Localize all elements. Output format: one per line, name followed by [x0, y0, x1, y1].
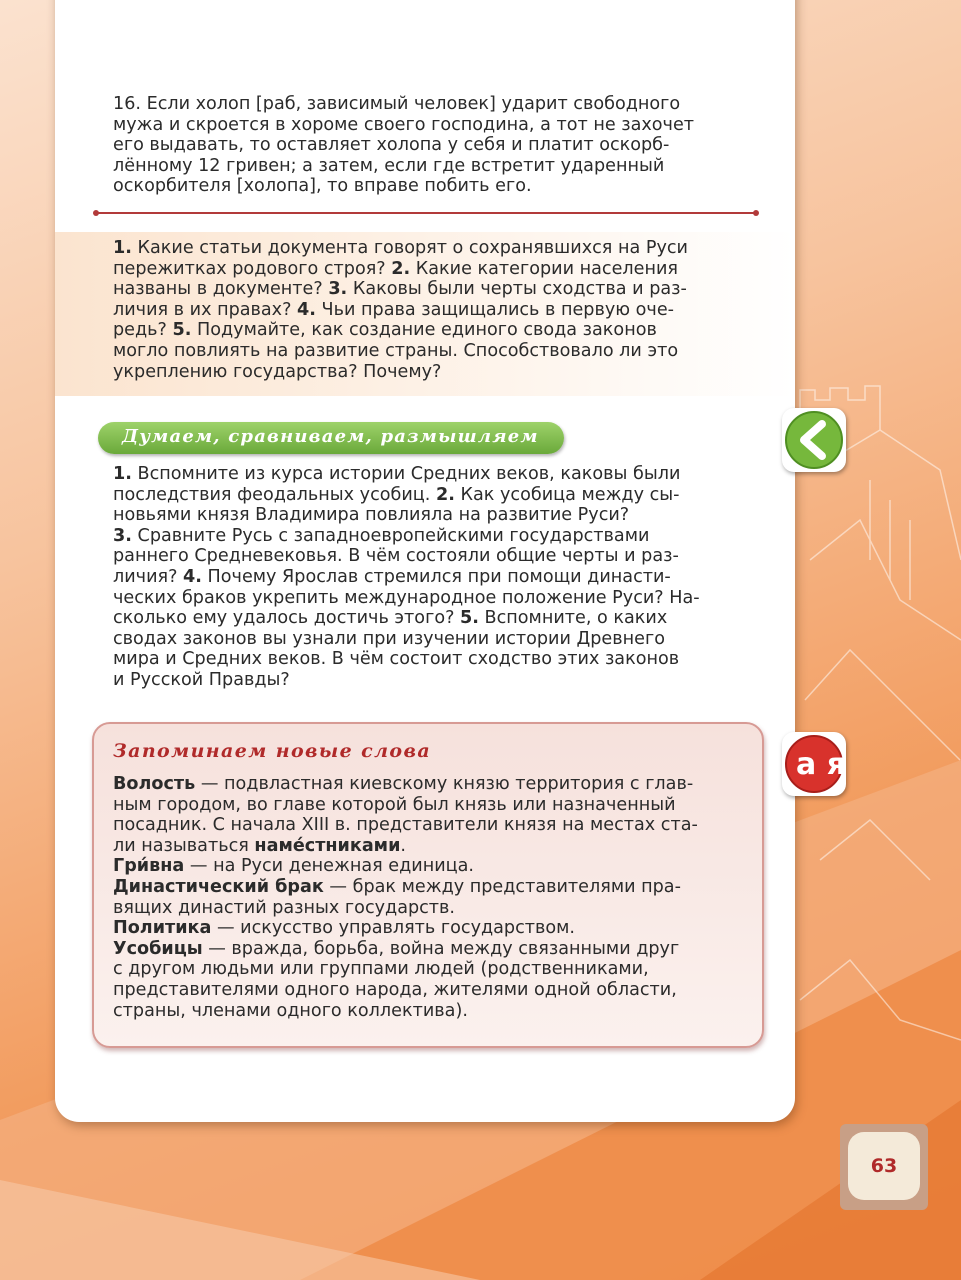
- vocab-line: с другом людьми или группами людей (родственниками,: [113, 959, 649, 980]
- document-quote: [113, 94, 739, 197]
- question-line: пережитках родового строя? 2. Какие категории населения: [113, 258, 679, 279]
- quote-line: мужа и скроется в хороме своего господина, а тот не захочет: [113, 114, 695, 135]
- vocabulary-list: [113, 774, 739, 1021]
- back-button[interactable]: [782, 408, 846, 472]
- question-line: названы в документе? 3. Каковы были черты сходства и раз-: [113, 279, 687, 300]
- vocab-line: посадник. С начала XIII в. представители князя на местах ста-: [113, 815, 698, 836]
- section-divider: [96, 212, 756, 214]
- page-number-box: [840, 1124, 928, 1210]
- think-line: сколько ему удалось достичь этого? 5. Вспомните, о каких: [113, 608, 668, 629]
- think-line: мира и Средних веков. В чём состоит сходство этих законов: [113, 649, 680, 670]
- back-arrow-icon: [782, 408, 846, 472]
- think-line: личия? 4. Почему Ярослав стремился при помощи династи-: [113, 566, 671, 587]
- think-line: новьями князя Владимира повлияла на развитие Руси?: [113, 505, 630, 526]
- vocab-line: Гри́вна — на Руси денежная единица.: [113, 856, 475, 877]
- vocab-line: Усобицы — вражда, борьба, война между связанными друг: [113, 938, 680, 959]
- think-line: раннего Средневековья. В чём состояли общие черты и раз-: [113, 546, 679, 567]
- question-line: 1. Какие статьи документа говорят о сохранявшихся на Руси: [113, 238, 688, 258]
- quote-line: оскорбителя [холопа], то вправе побить его.: [113, 176, 532, 197]
- think-line: ческих браков укрепить международное положение Руси? На-: [113, 587, 700, 608]
- vocab-line: Политика — искусство управлять государством.: [113, 918, 576, 939]
- vocab-line: ным городом, во главе которой был князь или назначенный: [113, 794, 676, 815]
- page-number: 63: [848, 1132, 920, 1200]
- vocabulary-title: Запоминаем новые слова: [113, 740, 432, 762]
- think-line: последствия феодальных усобиц. 2. Как усобица между сы-: [113, 484, 680, 505]
- document-questions: [113, 238, 739, 382]
- question-line: редь? 5. Подумайте, как создание единого свода законов: [113, 320, 657, 341]
- think-line: сводах законов вы узнали при изучении истории Древнего: [113, 628, 665, 649]
- vocab-line: Волость — подвластная киевскому князю территория с глав-: [113, 774, 694, 794]
- dictionary-label: а я: [796, 747, 846, 782]
- think-section-title: Думаем, сравниваем, размышляем: [122, 426, 539, 447]
- vocab-line: представителями одного народа, жителями одной области,: [113, 979, 677, 1000]
- question-line: укреплению государства? Почему?: [113, 361, 442, 382]
- dictionary-button[interactable]: [782, 732, 846, 796]
- think-line: и Русской Правды?: [113, 669, 290, 690]
- vocab-line: вящих династий разных государств.: [113, 897, 456, 918]
- vocab-line: ли называться наме́стниками.: [113, 835, 406, 856]
- think-line: 1. Вспомните из курса истории Средних веков, каковы были: [113, 464, 681, 484]
- quote-line: 16. Если холоп [раб, зависимый человек] ударит свободного: [113, 94, 681, 114]
- question-line: личия в их правах? 4. Чьи права защищались в первую оче-: [113, 299, 674, 320]
- think-line: 3. Сравните Русь с западноевропейскими государствами: [113, 525, 650, 546]
- quote-line: лённому 12 гривен; а затем, если где встретит ударенный: [113, 155, 665, 176]
- question-line: могло повлиять на развитие страны. Способствовало ли это: [113, 340, 679, 361]
- think-section-header: [98, 422, 564, 454]
- think-section-text: [113, 464, 739, 691]
- dictionary-ay-icon: [782, 732, 846, 796]
- quote-line: его выдавать, то оставляет холопа у себя и платит оскорб-: [113, 135, 670, 156]
- vocab-line: Династический брак — брак между представителями пра-: [113, 876, 681, 897]
- vocab-line: страны, членами одного коллектива).: [113, 1000, 468, 1021]
